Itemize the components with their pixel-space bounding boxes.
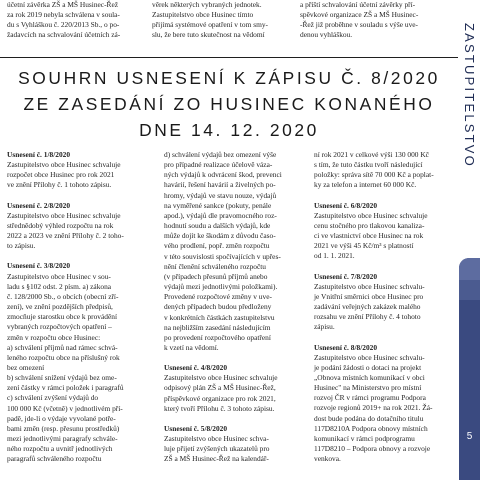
resolutions-column-1 — [7, 150, 149, 475]
page-tab-shade-middle — [459, 280, 480, 300]
resolution-4-title: Usnesení č. 4/8/2020 — [164, 363, 228, 373]
resolution-7-text: Zastupitelstvo obce Husinec schvalu- je Vnitřní směrnici obce Husinec pro zadávání veřejných zakázek malého rozsahu ve znění Přílohy č. 4 tohoto zápisu. — [314, 281, 425, 332]
section-divider — [0, 57, 458, 58]
section-label — [459, 20, 479, 170]
page-number: 5 — [466, 431, 473, 442]
resolution-3-continuation: d) schválení výdajů bez omezení výše pro případné realizace účelově váza- ných výdajů k odvrácení škod, prevenci havárií, řešení havárií a živelných po- hromy, výdajů ve stavu nouze, výdajů na vyměřené sankce (pokuty, penále apod.), výdajů dle pravomocného roz- hodnutí soudu a dalších výdajů, kde může dojít ke škodám z důvodu časo- vého prodlení, popř. změn rozpočtu v této souvislosti spočívajících v upřes- nění členění schváleného rozpočtu (v případech přesunů příjmů anebo výdajů mezi jednotlivými položkami). Provedené rozpočtové změny v uve- dených případech budou předloženy v konkrétních částkách zastupitelstvu na nejbližším zasedání následujícím po provedení rozpočtového opatření k vzetí na vědomí. — [164, 150, 282, 352]
article-heading-line-1: SOUHRN USNESENÍ K ZÁPISU Č. 8/2020 — [18, 68, 440, 88]
resolution-6-text: Zastupitelstvo obce Husinec schvaluje cenu stočného pro tlakovou kanaliza- ci ve vlastnictví obce Husinec na rok 2021 ve výši 45 Kč/m³ s platností od 1. 1. 2021. — [314, 210, 428, 261]
article-heading-line-2: ZE ZASEDÁNÍ ZO HUSINEC KONANÉHO — [23, 94, 435, 114]
page-tab — [459, 258, 480, 480]
resolutions-column-2 — [164, 150, 304, 475]
resolution-6-title: Usnesení č. 6/8/2020 — [314, 200, 378, 210]
previous-article-column-3: a příští schvalování účetní závěrky pří- spěvkové organizace ZŠ a MŠ Husinec- -Řež již proběhne v souladu s výše uve- denou vyhláškou. — [300, 0, 419, 39]
resolution-2-title: Usnesení č. 2/8/2020 — [7, 200, 71, 210]
article-heading-line-3: DNE 14. 12. 2020 — [139, 120, 319, 140]
previous-article-column-2: věrek některých vybraných jednotek. Zastupitelstvo obce Husinec tímto přijímá systémové opatření v tom smy- slu, že bere tuto skutečnost na vědomí — [152, 0, 268, 39]
resolution-7-title: Usnesení č. 7/8/2020 — [314, 271, 378, 281]
resolution-4-text: Zastupitelstvo obce Husinec schvaluje odpisový plán ZŠ a MŠ Husinec-Řež, příspěvkové organizace pro rok 2021, který tvoří Přílohu č. 3 tohoto zápisu. — [164, 373, 278, 413]
resolution-3-title: Usnesení č. 3/8/2020 — [7, 261, 71, 271]
resolution-5-title: Usnesení č. 5/8/2020 — [164, 423, 228, 433]
resolution-2-text: Zastupitelstvo obce Husinec schvaluje střednědobý výhled rozpočtu na rok 2022 a 2023 ve znění Přílohy č. 2 toho- to zápisu. — [7, 210, 124, 251]
resolution-5-text: Zastupitelstvo obce Husinec schva- luje přijetí zvýšených ukazatelů pro ZŠ a MŠ Husinec-Řež na kalendář- — [164, 434, 270, 464]
resolution-5-continuation: ní rok 2021 v celkové výši 130 000 Kč s tím, že tuto částku tvoří následující položky: správa sítě 70 000 Kč a poplat- ky za telefon a internet 60 000 Kč. — [314, 150, 434, 190]
resolution-3-text: Zastupitelstvo obce Husinec v sou- ladu s §102 odst. 2 písm. a) zákona č. 128/2000 Sb., o obcích (obecní zří- zení), ve znění pozdějších předpisů, zmocňuje starostku obce k provádění vybraných rozpočtových opatření – změn v rozpočtu obce Husinec: a) schválení příjmů nad rámec schvá- leného rozpočtu obce na příslušný rok bez omezení b) schválení snížení výdajů bez ome- zení částky v rámci položek i paragrafů c) schválení zvýšení výdajů do 100 000 Kč (včetně) v jednotlivém pří- padě, jde-li o výdaje vyvolané potře- bami změn (resp. přesunu prostředků) mezi jednotlivými paragrafy schvále- ného rozpočtu a uvnitř jednotlivých paragrafů schváleného rozpočtu — [7, 271, 124, 464]
resolutions-column-3 — [314, 150, 442, 474]
resolution-8-text: Zastupitelstvo obce Husinec schvalu- je podání žádosti o dotaci na projekt „Obnova místních komunikací v obci Husinec" na Ministerstvo pro místní rozvoj ČR v rámci programu Podpora rozvoje regionů 2019+ na rok 2021. Žá- dost bude podána do dotačního titulu 117D8210A Podpora obnovy místních komunikací v rámci podprogramu 117D8210 – Podpora obnovy a rozvoje venkova. — [314, 352, 433, 464]
resolution-8-title: Usnesení č. 8/8/2020 — [314, 342, 378, 352]
previous-article-column-1: účetní závěrka ZŠ a MŠ Husinec-Řež za rok 2019 nebyla schválena v soula- du s Vyhláškou č. 220/2013 Sb., o po- žadavcích na schvalování účetních zá- — [7, 0, 121, 39]
page-tab-shade-top — [459, 258, 480, 280]
resolution-1-title: Usnesení č. 1/8/2020 — [7, 150, 71, 159]
section-label-text: ZASTUPITELSTVO — [461, 22, 477, 168]
resolution-1-text: Zastupitelstvo obce Husinec schvaluje rozpočet obce Husinec pro rok 2021 ve znění Přílohy č. 1 tohoto zápisu. — [7, 160, 121, 190]
